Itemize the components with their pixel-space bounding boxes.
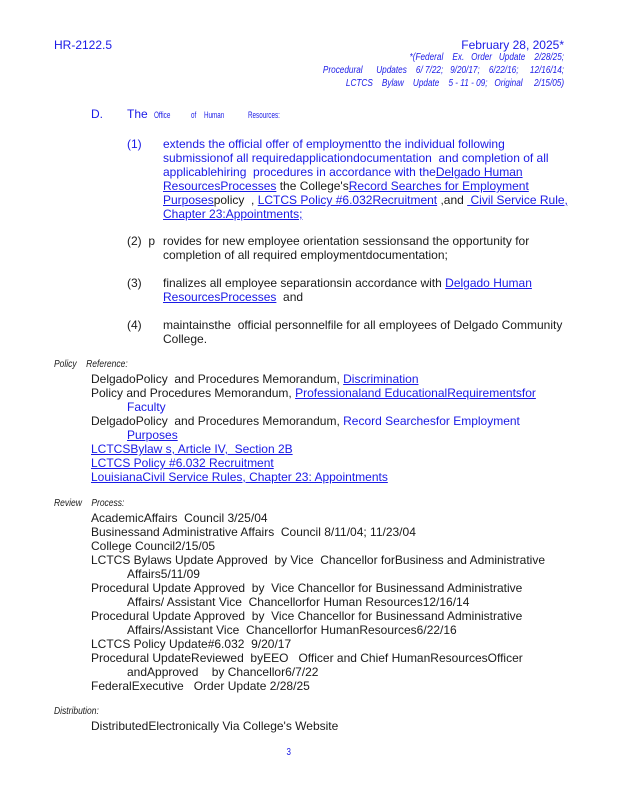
text-segment: applicablehiring procedures in accordance with the <box>163 165 436 179</box>
text-segment: College. <box>163 332 208 346</box>
section-title-word: Office <box>154 110 171 120</box>
review-process-item: Procedural Update Approved by Vice Chancellor for Businessand Administrative <box>91 609 523 623</box>
review-process-item: Businessand Administrative Affairs Council 8/11/04; 11/23/04 <box>91 525 416 539</box>
section-title-word: Human <box>203 110 224 120</box>
review-process-item: Affairs5/11/09 <box>127 567 200 581</box>
document-link[interactable]: Purposes <box>163 193 214 207</box>
document-id: HR-2122.5 <box>54 38 113 52</box>
review-process-item: LCTCS Policy Update#6.032 9/20/17 <box>91 637 292 651</box>
document-link[interactable]: LCTCS Policy #6.032Recruitment <box>257 193 438 207</box>
policy-reference-item <box>91 442 293 456</box>
text-segment: policy , <box>213 193 258 207</box>
review-process-item: Procedural Update Approved by Vice Chancellor for Businessand Administrative <box>91 581 523 595</box>
item-line <box>163 248 448 262</box>
page-number: 3 <box>286 747 292 758</box>
review-process-item: College Council2/15/05 <box>91 539 216 553</box>
item-line <box>163 234 529 248</box>
review-process-item: FederalExecutive Order Update 2/28/25 <box>91 679 310 693</box>
text-segment: Policy and Procedures Memorandum, <box>91 386 296 400</box>
review-process-item: AcademicAffairs Council 3/25/04 <box>91 511 268 525</box>
section-title-word: Resources: <box>247 110 280 120</box>
revision-line: *(Federal Ex. Order Update 2/28/25; <box>409 52 564 63</box>
review-process-item: Affairs/ Assistant Vice Chancellorfor Human Resources12/16/14 <box>127 595 470 609</box>
text-segment: rovides for new employee orientation sessionsand the opportunity for <box>163 234 530 248</box>
item-line <box>163 165 523 179</box>
review-process-item: Affairs/Assistant Vice Chancellorfor HumanResources6/22/16 <box>127 623 457 637</box>
review-process-item: andApproved by Chancellor6/7/22 <box>127 665 319 679</box>
item-number: (1) <box>127 137 142 151</box>
document-link[interactable]: Purposes <box>127 428 178 442</box>
item-line <box>163 276 532 290</box>
document-link[interactable]: Discrimination <box>343 372 419 386</box>
text-segment: completion of all required employmentdocumentation; <box>163 248 448 262</box>
text-segment: the College's <box>276 179 349 193</box>
document-link[interactable]: ResourcesProcesses <box>163 179 277 193</box>
policy-reference-item <box>91 456 274 470</box>
document-link[interactable]: LouisianaCivil Service Rules, Chapter 23: Appointments <box>91 470 388 484</box>
document-link[interactable]: ResourcesProcesses <box>163 290 277 304</box>
item-number: (2) p <box>127 234 156 248</box>
text-segment: ,and <box>437 193 468 207</box>
document-link[interactable]: LCTCS Policy #6.032 Recruitment <box>91 456 274 470</box>
text-segment: DelgadoPolicy and Procedures Memorandum, <box>91 372 344 386</box>
document-link[interactable]: LCTCSBylaw s, Article IV, Section 2B <box>91 442 293 456</box>
item-line <box>163 179 529 193</box>
item-line <box>163 318 562 332</box>
section-title <box>127 107 293 122</box>
policy-reference-item <box>91 414 520 428</box>
text-segment: maintainsthe official personnelfile for all employees of Delgado Community <box>163 318 563 332</box>
distribution-text: DistributedElectronically Via College's Website <box>91 719 339 733</box>
policy-reference-item <box>127 400 166 414</box>
revision-history <box>323 51 564 90</box>
document-link[interactable]: Chapter 23:Appointments; <box>163 207 303 221</box>
text-segment: extends the official offer of employmentto the individual following <box>163 137 505 151</box>
document-link[interactable]: Delgado Human <box>445 276 532 290</box>
item-line <box>163 332 207 346</box>
document-link[interactable]: Civil Service Rule, <box>467 193 568 207</box>
text-segment: submissionof all requiredapplicationdocumentation and completion of all <box>163 151 549 165</box>
text-segment: DelgadoPolicy and Procedures Memorandum, <box>91 414 344 428</box>
revision-line: Procedural Updates 6/ 7/22; 9/20/17; 6/22/16; 12/16/14; <box>322 65 564 76</box>
document-link[interactable]: Record Searches for Employment <box>348 179 529 193</box>
item-number: (3) <box>127 276 142 290</box>
review-process-item: LCTCS Bylaws Update Approved by Vice Chancellor forBusiness and Administrative <box>91 553 546 567</box>
document-date: February 28, 2025* <box>461 38 564 52</box>
section-title-word: of <box>190 110 196 120</box>
distribution-label: Distribution: <box>54 706 99 717</box>
text-segment: Record Searchesfor Employment <box>343 414 520 428</box>
review-process-label: Review Process: <box>54 498 125 509</box>
document-link[interactable]: Professionaland EducationalRequirementsfor <box>295 386 536 400</box>
section-title-the: The <box>127 107 148 121</box>
item-line <box>163 207 302 221</box>
text-segment: Faculty <box>127 400 166 414</box>
revision-line: LCTCS Bylaw Update 5 - 11 - 09; Original 2/15/05) <box>345 78 564 89</box>
section-letter: D. <box>91 107 103 121</box>
item-line <box>163 290 303 304</box>
item-line <box>163 151 549 165</box>
item-number: (4) <box>127 318 142 332</box>
review-process-item: Procedural UpdateReviewed byEEO Officer and Chief HumanResourcesOfficer <box>91 651 523 665</box>
policy-reference-item <box>91 386 536 400</box>
document-link[interactable]: Delgado Human <box>435 165 523 179</box>
policy-reference-item <box>127 428 178 442</box>
item-line <box>163 137 505 151</box>
policy-reference-item <box>91 372 419 386</box>
policy-reference-item <box>91 470 388 484</box>
policy-reference-label: Policy Reference: <box>54 359 128 370</box>
item-line <box>163 193 568 207</box>
text-segment: finalizes all employee separationsin accordance with <box>163 276 446 290</box>
text-segment: and <box>276 290 304 304</box>
